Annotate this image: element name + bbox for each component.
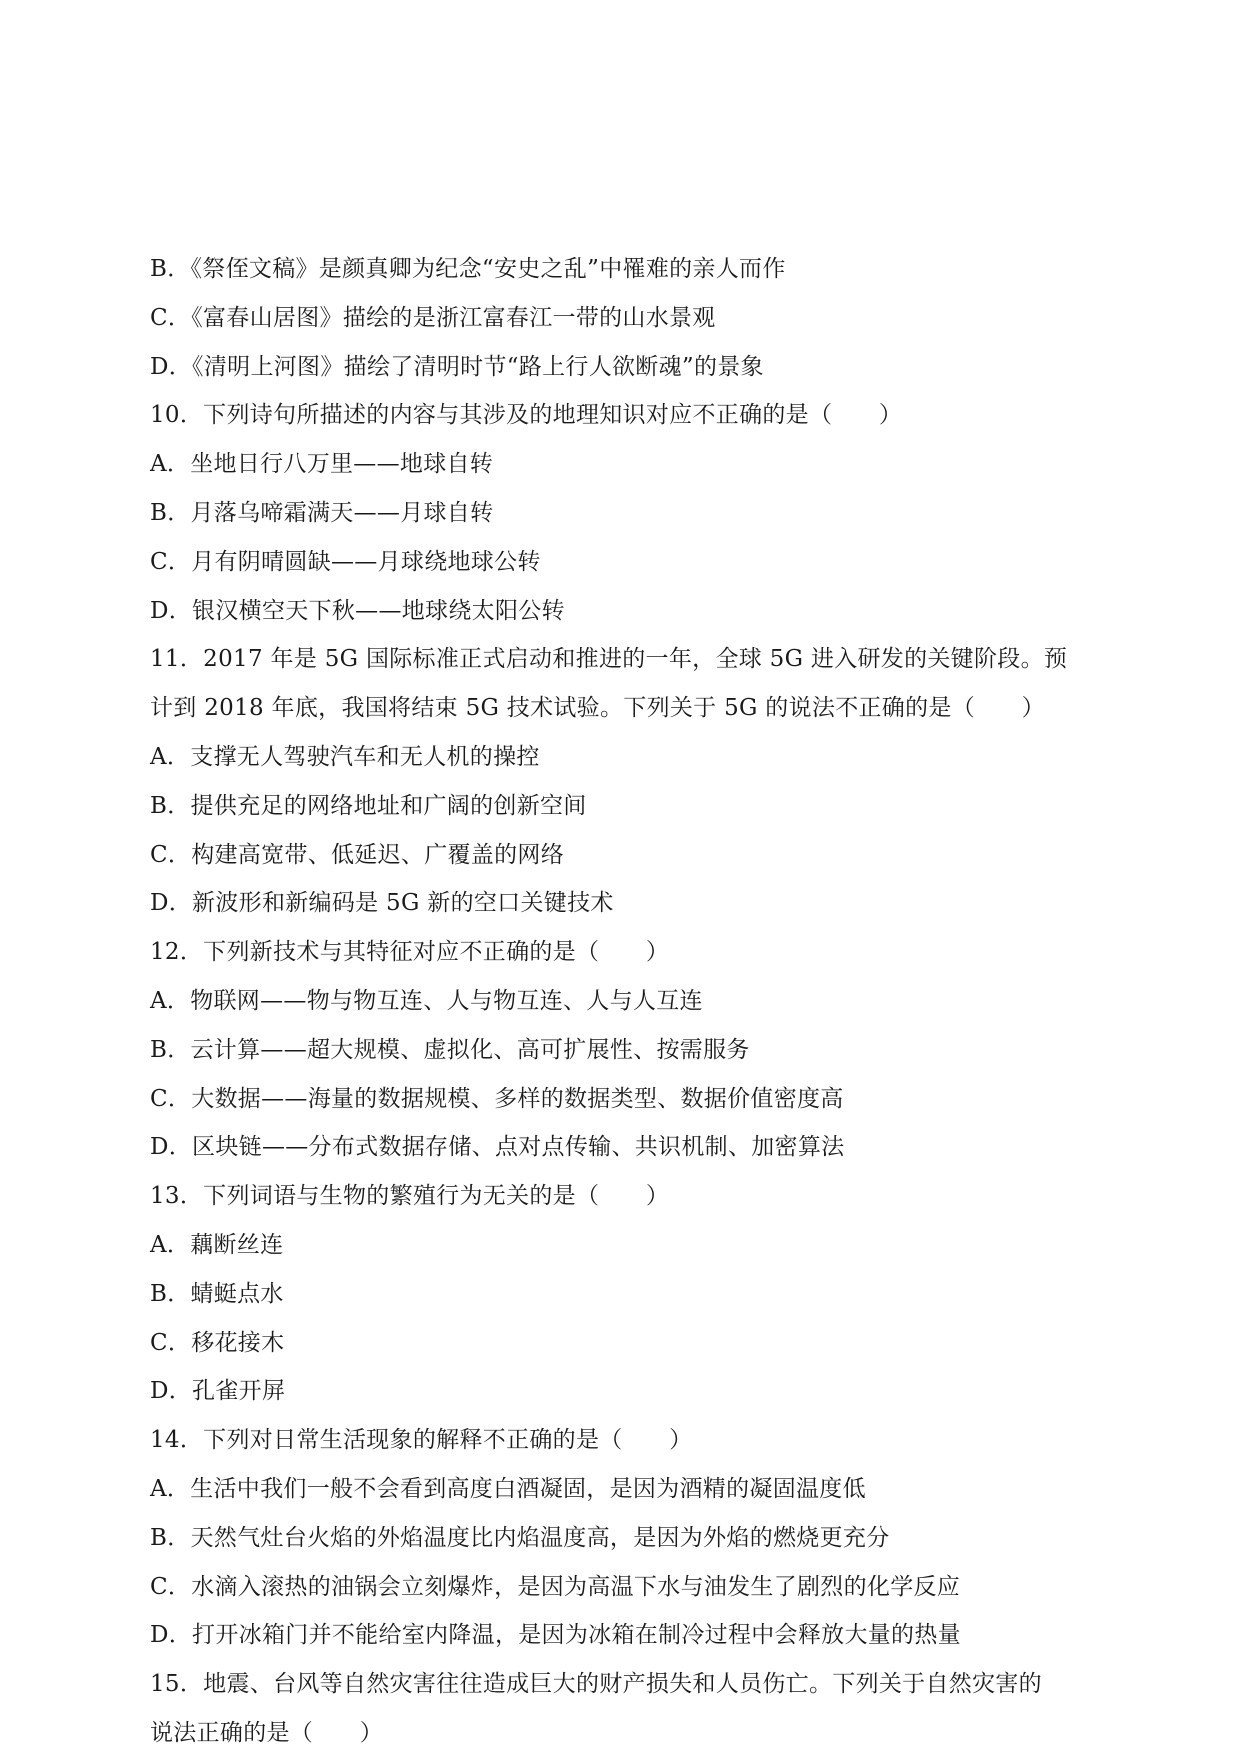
- option-a-q13: A．藕断丝连: [150, 1231, 284, 1258]
- option-c-q13: C．移花接木: [150, 1329, 285, 1356]
- option-d-q11: D．新波形和新编码是 5G 新的空口关键技术: [150, 890, 614, 917]
- question-11-stem-line-2: 计到 2018 年底，我国将结束 5G 技术试验。下列关于 5G 的说法不正确的是（ ）: [150, 695, 1045, 722]
- option-d-q10: D．银汉横空天下秋——地球绕太阳公转: [150, 597, 565, 624]
- question-15-stem-line-1: 15．地震、台风等自然灾害往往造成巨大的财产损失和人员伤亡。下列关于自然灾害的: [150, 1671, 1042, 1698]
- option-a-q14: A．生活中我们一般不会看到高度白酒凝固，是因为酒精的凝固温度低: [150, 1475, 866, 1502]
- option-a-q12: A．物联网——物与物互连、人与物互连、人与人互连: [150, 987, 703, 1014]
- question-text-block: [150, 245, 1110, 1758]
- option-c-q11: C．构建高宽带、低延迟、广覆盖的网络: [150, 841, 564, 868]
- option-b-q12: B．云计算——超大规模、虚拟化、高可扩展性、按需服务: [150, 1036, 750, 1063]
- option-b-q11: B．提供充足的网络地址和广阔的创新空间: [150, 792, 587, 819]
- option-b-q9: B．《祭侄文稿》是颜真卿为纪念“安史之乱”中罹难的亲人而作: [150, 256, 786, 282]
- option-a-q11: A．支撑无人驾驶汽车和无人机的操控: [150, 743, 540, 770]
- question-13-stem: 13．下列词语与生物的繁殖行为无关的是（ ）: [150, 1183, 670, 1210]
- option-c-q10: C．月有阴晴圆缺——月球绕地球公转: [150, 548, 541, 575]
- option-c-q14: C．水滴入滚热的油锅会立刻爆炸，是因为高温下水与油发生了剧烈的化学反应: [150, 1573, 961, 1600]
- option-c-q9: C．《富春山居图》描绘的是浙江富春江一带的山水景观: [150, 304, 716, 331]
- option-c-q12: C．大数据——海量的数据规模、多样的数据类型、数据价值密度高: [150, 1085, 844, 1112]
- option-d-q14: D．打开冰箱门并不能给室内降温，是因为冰箱在制冷过程中会释放大量的热量: [150, 1622, 961, 1649]
- option-d-q13: D．孔雀开屏: [150, 1378, 286, 1405]
- option-b-q14: B．天然气灶台火焰的外焰温度比内焰温度高，是因为外焰的燃烧更充分: [150, 1524, 890, 1551]
- option-a-q10: A．坐地日行八万里——地球自转: [150, 451, 494, 478]
- question-12-stem: 12．下列新技术与其特征对应不正确的是（ ）: [150, 939, 670, 966]
- option-d-q9: D．《清明上河图》描绘了清明时节“路上行人欲断魂”的景象: [150, 353, 764, 380]
- question-14-stem: 14．下列对日常生活现象的解释不正确的是（ ）: [150, 1427, 693, 1454]
- question-10-stem: 10．下列诗句所描述的内容与其涉及的地理知识对应不正确的是（ ）: [150, 402, 903, 429]
- question-11-stem-line-1: 11．2017 年是 5G 国际标准正式启动和推进的一年，全球 5G 进入研发的关键阶段。预: [150, 646, 1068, 673]
- option-b-q10: B．月落乌啼霜满天——月球自转: [150, 499, 494, 526]
- question-15-stem-line-2: 说法正确的是（ ）: [150, 1719, 383, 1746]
- option-d-q12: D．区块链——分布式数据存储、点对点传输、共识机制、加密算法: [150, 1134, 845, 1161]
- option-b-q13: B．蜻蜓点水: [150, 1280, 284, 1307]
